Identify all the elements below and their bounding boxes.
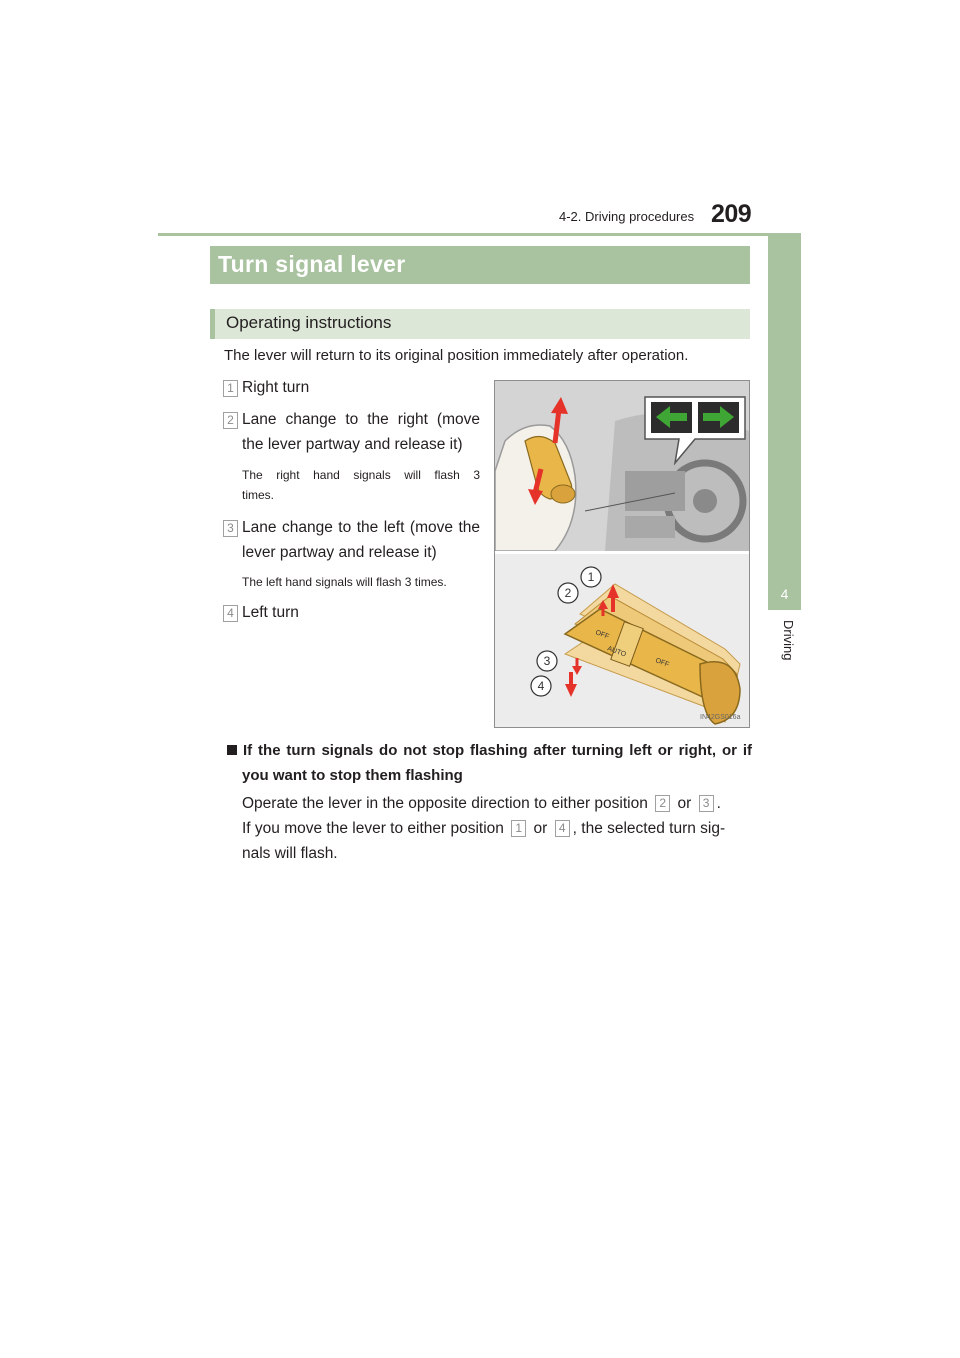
- step-2-line-2: the lever partway and release it): [242, 436, 463, 453]
- step-3-line-1: Lane change to the left (move the: [242, 519, 480, 536]
- note-heading: [227, 738, 752, 788]
- note-line1-mid: or: [677, 795, 692, 812]
- page-number: 209: [711, 200, 752, 228]
- intro-text: The lever will return to its original position immediately after operation.: [224, 347, 689, 364]
- section-subtitle: Operating instructions: [210, 309, 750, 339]
- note-line2-post: , the selected turn sig-: [572, 820, 726, 837]
- step-3-line-2: lever partway and release it): [242, 544, 437, 561]
- note-body-line-3: nals will flash.: [242, 845, 338, 862]
- chapter-number: 4: [780, 586, 789, 602]
- lever-label-off-2: OFF: [654, 657, 670, 669]
- callout-4: 4: [537, 679, 545, 693]
- step-number-1: 1: [223, 380, 238, 397]
- note-line2-mid: or: [533, 820, 548, 837]
- cockpit-view: [495, 381, 749, 551]
- illustration-code: IN42GS016a: [700, 714, 741, 721]
- bullet-square-icon: [227, 745, 237, 755]
- chapter-tab: [768, 236, 801, 610]
- step-3-text: [242, 515, 480, 565]
- step-number-4: 4: [223, 605, 238, 622]
- step-2-text: [242, 407, 480, 457]
- lever-positions-view: [495, 554, 749, 727]
- callout-3: 3: [543, 654, 551, 668]
- ref-position-2: 2: [655, 795, 670, 812]
- section-heading: 4-2. Driving procedures: [559, 209, 695, 224]
- cockpit-drawing: [495, 381, 749, 551]
- header-rule: [158, 233, 801, 236]
- step-2-note-line-1: The right hand signals will flash 3: [242, 468, 480, 482]
- step-number-3: 3: [223, 520, 238, 537]
- callout-2: 2: [564, 586, 572, 600]
- lever-positions-drawing: [495, 554, 749, 727]
- step-4-text: [242, 600, 480, 625]
- note-heading-line-2: you want to stop them flashing: [242, 767, 463, 784]
- step-number-2: 2: [223, 412, 238, 429]
- step-2-note: [242, 465, 480, 505]
- ref-position-1: 1: [511, 820, 526, 837]
- note-heading-text-1: If the turn signals do not stop flashing after turning left or right, or if: [243, 742, 752, 759]
- step-1-text: [242, 375, 480, 400]
- turn-signal-illustration: [494, 380, 750, 728]
- ref-position-4: 4: [555, 820, 570, 837]
- note-body-line-1: [242, 795, 721, 813]
- step-2-line-1: Lane change to the right (move: [242, 411, 480, 428]
- note-line2-pre: If you move the lever to either position: [242, 820, 504, 837]
- step-3-note: [242, 572, 480, 592]
- step-4-line: Left turn: [242, 604, 299, 621]
- ref-position-3: 3: [699, 795, 714, 812]
- note-body-line-2: [242, 820, 725, 838]
- lever-label-auto: AUTO: [606, 645, 627, 659]
- lever-label-off: OFF: [594, 629, 610, 641]
- step-2-note-line-2: times.: [242, 488, 275, 502]
- step-3-note-line-1: The left hand signals will flash 3 times.: [242, 575, 447, 589]
- chapter-label: Driving: [781, 620, 796, 661]
- note-heading-line-1: [227, 738, 752, 763]
- step-1-line: Right turn: [242, 379, 310, 396]
- page-title: Turn signal lever: [210, 246, 750, 284]
- note-line1-pre: Operate the lever in the opposite direction to either position: [242, 795, 648, 812]
- callout-1: 1: [587, 570, 595, 584]
- note-line1-end: .: [716, 795, 721, 812]
